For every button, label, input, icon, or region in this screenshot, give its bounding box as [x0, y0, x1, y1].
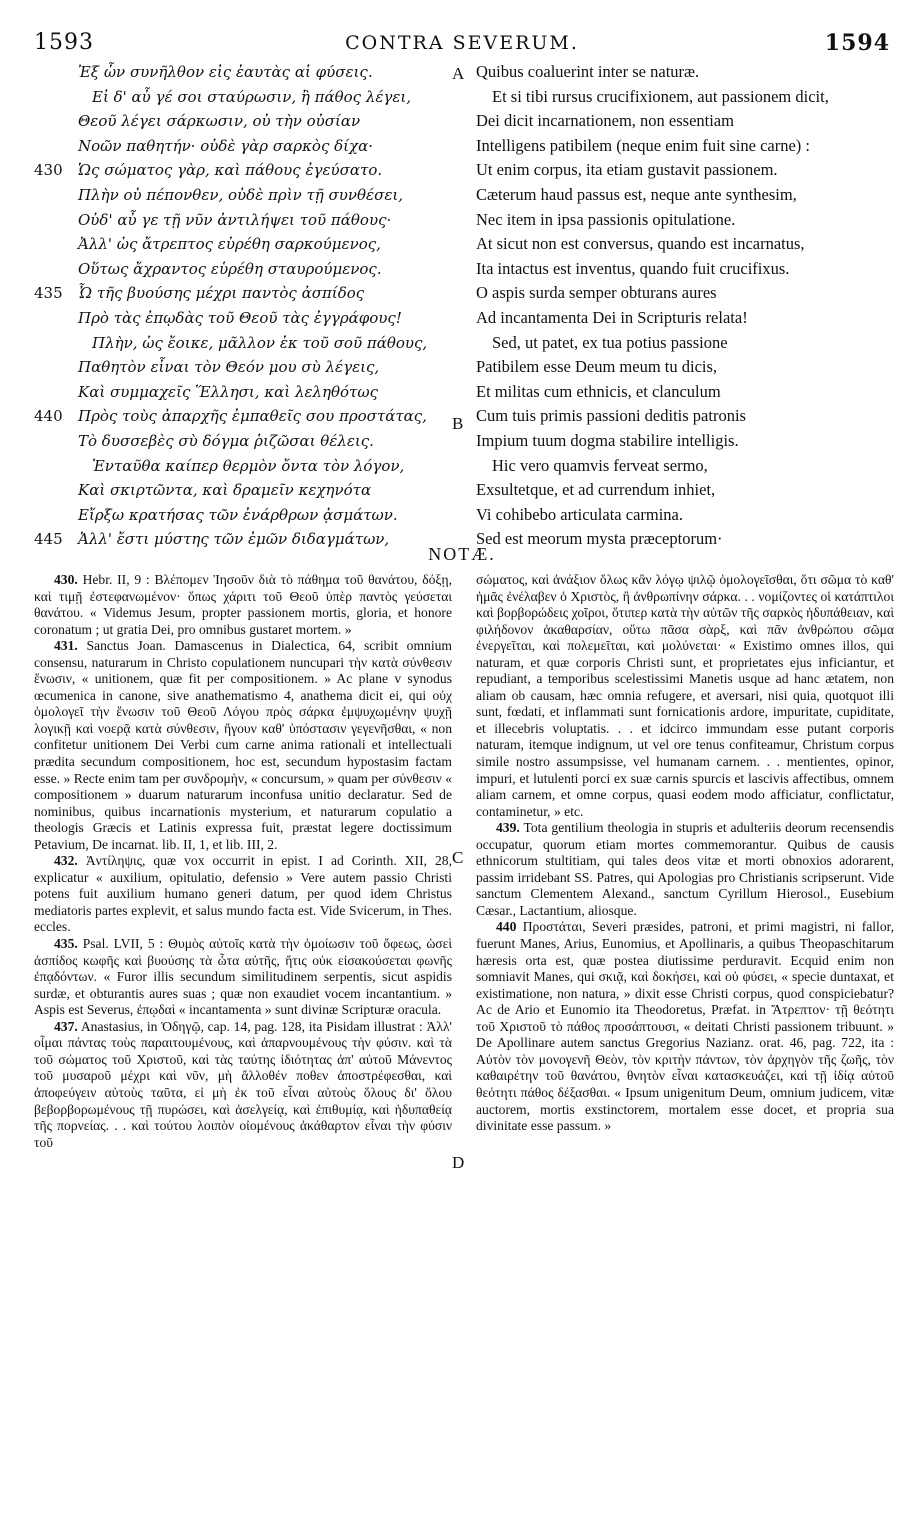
latin-verse-line [464, 429, 894, 454]
latin-verse-line [464, 478, 894, 503]
note-text: Προστάται, Severi præsides, patroni, et primi magistri, ni fallor, fuerunt Manes, Arius, Eunomius, et Apollinaris, a quibus Theopaschitarum hæresis orta est, quæ postea diutissime perduravit. Ecquid enim non somniavit Manes, qui σκιᾷ, καὶ δοκήσει, καὶ οὐ φύσει, « specie duntaxat, et existimatione, non natura, » dixit esse Christi corpus, quod conspiciebatur? Ac de Ario et Eunomio ita Theodoretus, Præfat. in Ἄτρεπτον· τῇ θεότητι τοῦ Χριστοῦ τὸ πάθος προσάπτουσι, « deitati Christi passionem tribuunt. » De Apollinare autem sanctus Gregorius Nazianz. orat. 46, pag. 722, ita : Αὐτὸν τὸν μονογενῆ Θεὸν, τὸν κριτὴν πάντων, τὸν ἀρχηγὸν τῆς ζωῆς, τὸν καθαιρέτην τοῦ θανάτου, θνητὸν εἶναι κατασκευάζει, καὶ τῇ ἰδίᾳ αὐτοῦ θεότητι πάθος δέξασθαι. « Ipsum unigenitum Deum, omnium judicem, vitæ auctorem, mortis exstinctorem, mortalem esse docet, et propria sua divinitate esse passum. » [476, 919, 894, 1134]
latin-verse-line [464, 331, 894, 356]
verse-text: Vi cohibebo articulata carmina. [476, 504, 683, 524]
note-paragraph [34, 1019, 452, 1151]
latin-verse-line [464, 109, 894, 134]
verse-number: 445 [34, 530, 63, 549]
running-title: CONTRA SEVERUM. [345, 32, 579, 54]
greek-verse-line [34, 306, 446, 331]
verse-text: Et militas cum ethnicis, et clanculum [476, 381, 721, 401]
latin-verse-line [464, 281, 894, 306]
verse-text: Θεοῦ λέγει σάρκωσιν, οὐ τὴν οὐσίαν [78, 112, 361, 131]
greek-verse-line [34, 232, 446, 257]
latin-verse-line [464, 183, 894, 208]
verse-text: Sed, ut patet, ex tua potius passione [492, 332, 728, 352]
verse-text: Patibilem esse Deum meum tu dicis, [476, 357, 718, 377]
note-number: 439. [496, 820, 520, 836]
note-paragraph [34, 572, 452, 638]
latin-verse-line [464, 134, 894, 159]
verse-text: Τὸ δυσσεβὲς σὺ δόγμα ῥιζῶσαι θέλεις. [78, 431, 374, 450]
verse-text: Καὶ σκιρτῶντα, καὶ δραμεῖν κεχηνότα [78, 481, 372, 500]
greek-verse-line [34, 380, 446, 405]
verse-text: Impium tuum dogma stabilire intelligis. [476, 430, 739, 450]
greek-verse-line [34, 134, 446, 159]
verse-number: 430 [34, 161, 63, 180]
latin-verse-line [464, 85, 894, 110]
greek-verse-line [34, 331, 446, 356]
notes-heading: NOTÆ. [428, 544, 496, 564]
note-paragraph [34, 936, 452, 1019]
latin-verse-line [464, 404, 894, 429]
verse-text: Ut enim corpus, ita etiam gustavit passionem. [476, 160, 778, 180]
latin-verse-line [464, 306, 894, 331]
note-text: Hebr. II, 9 : Βλέπομεν Ἰησοῦν διὰ τὸ πάθημα τοῦ θανάτου, δόξῃ, καὶ τιμῇ ἐστεφανωμένον· ὅπως χάριτι τοῦ Θεοῦ ὑπὲρ παντὸς γεύσεται θανάτου. « Videmus Jesum, propter passionem mortis, gloria, et honore coronatum ; ut gratia Dei, pro omnibus gustaret mortem. » [34, 572, 452, 637]
latin-verse-line [464, 232, 894, 257]
verse-text: Καὶ συμμαχεῖς Ἕλλησι, καὶ λεληθότως [78, 382, 378, 401]
note-text: Tota gentilium theologia in stupris et adulteriis deorum recensendis occupatur, quorum etiam mortes commemorantur. Quibus de causis ethnicorum stultitiam, qui tales deos vitæ et morti obnoxios adorarent, passim irridebant SS. Patres, qui Apologias pro Christianis scripserunt. Vide sanctum Clementem Alexand., sanctum Cyrillum Hierosol., Eusebium Cæsar., Lactantium, aliosque. [476, 820, 894, 918]
verse-text: Ὦ τῆς βυούσης μέχρι παντὸς ἀσπίδος [78, 284, 365, 303]
greek-verse-line [34, 85, 446, 110]
greek-verse-line [34, 109, 446, 134]
greek-verse-line [34, 478, 446, 503]
verse-text: Πρὸ τὰς ἐπῳδὰς τοῦ Θεοῦ τὰς ἐγγράφους! [78, 308, 402, 327]
latin-verse-line [464, 208, 894, 233]
verse-text: Πλὴν, ὡς ἔοικε, μᾶλλον ἐκ τοῦ σοῦ πάθους, [92, 333, 428, 352]
note-text: σώματος, καὶ ἀνάξιον ὅλως κἂν λόγῳ ψιλῷ ὁμολογεῖσθαι, ὅτι σῶμα τὸ καθ' ἡμᾶς ἐνέλαβεν ὁ Χριστὸς, ἢ ἀνθρωπίνην σάρκα. . . νομίζοντες οἱ κατάπτιλοι καὶ βορβορώδεις χοῖροι, ὅτιπερ κατὰ τὴν αὐτῶν τῆς σαρκὸς ἡδυπάθειαν, καὶ φιλήδονον ἀκαθαρσίαν, οὕτω πᾶσα σὰρξ, καὶ πᾶν ἀνθρώπου σῶμα ἐνεργεῖται, καὶ πολεμεῖται, καὶ μολύνεται· « Existimo omnes illos, qui naturam, et quæ corporis Christi sunt, et proprietates ejus inficiantur, et repudiant, a temporibus scelestissimi Manetis usque ad hanc ætatem, non aliam ob causam, hæc omnia refugere, et aversari, nisi quia, quotquot illi sunt, fœdati, et inflammati sunt fornicationis ardore, impuritate, cupiditate, et illecebris voluptatis. . . et idcirco immundam esse putant corporis naturam, itemque indignum, ut vel ore tenus confiteamur, Christum corpus simile nostro assumpsisse, vel humanam carnem. . . mentientes, opinor, impuri, et lutulenti porci ex suæ carnis spurcis et lascivis affectibus, omnem aliam carnem, et omne corpus, quasi eodem modo afficiatur, conflictatur, contaminetur, » etc. [476, 572, 894, 819]
note-paragraph [476, 820, 894, 919]
verse-text: Ἐνταῦθα καίπερ θερμὸν ὄντα τὸν λόγον, [92, 456, 405, 475]
greek-verse-column [34, 60, 446, 549]
note-text: Ἀντίληψις, quæ vox occurrit in epist. I ad Corinth. XII, 28, explicatur « auxilium, opitulatio, defensio » Vere autem passio Christi potens fuit auxilium humano generi datum, per quod idem Christus mediatoris partes explevit, et salus mundo facta est. Vide Svicerum, in Thes. eccles. [34, 853, 452, 935]
verse-text: Ἀλλ' ὡς ἄτρεπτος εὑρέθη σαρκούμενος, [78, 235, 381, 254]
verse-text: Νοῶν παθητήν· οὐδὲ γὰρ σαρκὸς δίχα· [78, 136, 374, 155]
verse-text: Cum tuis primis passioni deditis patronis [476, 406, 746, 426]
verse-text: Ἐξ ὧν συνῆλθον εἰς ἑαυτὰς αἱ φύσεις. [78, 63, 373, 81]
verse-text: Hic vero quamvis ferveat sermo, [492, 455, 708, 475]
greek-verse-line [34, 208, 446, 233]
greek-verse-line [34, 355, 446, 380]
verse-text: Ita intactus est inventus, quando fuit crucifixus. [476, 258, 790, 278]
latin-verse-line [464, 257, 894, 282]
verse-text: Sed est meorum mysta præceptorum· [476, 529, 723, 549]
note-number: 437. [54, 1018, 78, 1034]
verse-text: Πλὴν οὐ πέπονθεν, οὐδὲ πρὶν τῇ συνθέσει, [78, 185, 404, 204]
latin-verse-line [464, 380, 894, 405]
verse-text: Ἀλλ' ἔστι μύστης τῶν ἐμῶν διδαγμάτων, [78, 530, 390, 549]
note-paragraph [34, 638, 452, 853]
greek-verse-line [34, 281, 446, 306]
note-text: Psal. LVII, 5 : Θυμὸς αὐτοῖς κατὰ τὴν ὁμοίωσιν τοῦ ὄφεως, ὡσεὶ ἀσπίδος κωφῆς καὶ βυούσης τὰ ὦτα αὐτῆς, ἥτις οὐκ εἰσακούσεται φωνῆς ἐπᾳδόντων. « Furor illis secundum similitudinem serpentis, sicut aspidis surdæ, et obturantis aures suas ; quæ non exaudiet vocem incantantium. » Aspis est Severus, ἐπῳδαὶ « incantamenta » sunt divinæ Scripturæ oracula. [34, 936, 452, 1018]
verse-text: At sicut non est conversus, quando est incarnatus, [476, 234, 805, 254]
left-page-number: 1593 [34, 30, 94, 55]
verse-text: O aspis surda semper obturans aures [476, 283, 717, 303]
latin-verse-line [464, 454, 894, 479]
greek-verse-line [34, 429, 446, 454]
note-paragraph [476, 572, 894, 820]
verse-text: Πρὸς τοὺς ἀπαρχῆς ἐμπαθεῖς σου προστάτας, [78, 407, 427, 426]
greek-verse-line [34, 404, 446, 429]
greek-verse-line [34, 60, 446, 85]
margin-marker-a: A [452, 64, 465, 83]
notes-left-column [34, 572, 452, 1522]
verse-text: Παθητὸν εἶναι τὸν Θεόν μου σὺ λέγεις, [78, 358, 380, 377]
latin-verse-line [464, 503, 894, 528]
note-number: 430. [54, 572, 78, 587]
verse-text: Εἴρξω κρατήσας τῶν ἐνάρθρων ᾀσμάτων. [78, 505, 398, 524]
verse-text: Et si tibi rursus crucifixionem, aut passionem dicit, [492, 86, 829, 106]
verse-text: Εἰ δ' αὖ γέ σοι σταύρωσιν, ἢ πάθος λέγει, [92, 87, 412, 106]
greek-verse-line [34, 257, 446, 282]
note-number: 432. [54, 853, 78, 869]
greek-verse-line [34, 158, 446, 183]
verse-text: Quibus coaluerint inter se naturæ. [476, 62, 700, 81]
right-page-number: 1594 [824, 30, 890, 56]
verse-text: Intelligens patibilem (neque enim fuit sine carne) : [476, 135, 811, 155]
verse-text: Exsultetque, et ad currendum inhiet, [476, 480, 716, 500]
note-paragraph [476, 919, 894, 1134]
latin-verse-line [464, 60, 894, 85]
verse-number: 435 [34, 284, 63, 303]
verse-text: Οὕτως ἄχραντος εὑρέθη σταυρούμενος. [78, 259, 382, 278]
latin-verse-column [464, 60, 894, 549]
verse-text: Ad incantamenta Dei in Scripturis relata! [476, 307, 748, 327]
verse-text: Dei dicit incarnationem, non essentiam [476, 111, 734, 131]
note-text: Sanctus Joan. Damascenus in Dialectica, 64, scribit omnium consensu, naturarum in Christo copulationem nuncupari τὴν κατὰ σύνθεσιν ἕνωσιν, « unitionem, quæ fit per compositionem. » Ac plane v synodus œcumenica in canone, sive anathematismo 4, anathema dicit ei, qui οὐχ ὁμολογεῖ τὴν ἕνωσιν τοῦ Θεοῦ Λόγου πρὸς σάρκα ἐμψυχωμένην ψυχῇ λογικῇ καὶ νοερᾷ κατὰ σύνθεσιν, ἤγουν καθ' ὑπόστασιν γεγενῆσθαι, « non confitetur unitionem Dei Verbi cum carne anima rationali et intellectuali prædita secundum compositionem, hoc est, secundum hypostasim factam esse. » Recte enim tam per συνδρομὴν, « concursum, » quam per σύνθεσιν « compositionem » duarum naturarum inconfusa unitio declaratur. Sed de nominibus, quibus incarnationis mysterium, et naturarum copulatio a theologis Græcis et Latinis expressa fuit, præstat legere doctissimum Petavium, De incarnat. lib. II, 1, et lib. III, 2. [34, 638, 452, 852]
note-paragraph [34, 853, 452, 936]
greek-verse-line [34, 503, 446, 528]
greek-verse-line [34, 183, 446, 208]
greek-verse-line [34, 454, 446, 479]
note-number: 440 [496, 919, 517, 935]
note-number: 435. [54, 936, 78, 952]
latin-verse-line [464, 355, 894, 380]
note-number: 431. [54, 638, 78, 654]
margin-marker-c: C [452, 848, 464, 867]
note-text: Anastasius, in Ὁδηγῷ, cap. 14, pag. 128, ita Pisidam illustrat : Ἀλλ' οἶμαι πάντας τοὺς παραιτουμένους, καὶ ἀπαρνουμένους τὴν φύσιν. καὶ τὰ τοῦ σώματος τοῦ Χριστοῦ, καὶ τὰς ταύτης ἰδιότητας ἀπ' αὐτοῦ Μάνεντος τοῦ μυσαροῦ μέχρι καὶ νῦν, μὴ ἄλλοθέν ποθεν ἀποστρέφεσθαι, καὶ ἀποφεύγειν αὐτοὺς ταῦτα, εἰ μὴ ἐκ τοῦ εἶναι αὐτοὺς ὅλους δι' ὅλου βεβορβορωμένους τῇ πυρώσει, καὶ ἀσελγείᾳ, καὶ ἐπιθυμίᾳ, καὶ ἡδυπαθείᾳ τῆς πορνείας. . . καὶ τούτου λοιπὸν οἰομένους ἀκάθαρτον εἶναι τὴν φύσιν τοῦ [34, 1018, 452, 1150]
margin-marker-b: B [452, 414, 464, 433]
verse-text: Οὐδ' αὖ γε τῇ νῦν ἀντιλήψει τοῦ πάθους· [78, 210, 392, 229]
notes-right-column [476, 572, 894, 1522]
verse-text: Cæterum haud passus est, neque ante synthesim, [476, 184, 797, 204]
verse-number: 440 [34, 407, 63, 426]
latin-verse-line [464, 158, 894, 183]
verse-text: Ὡς σώματος γὰρ, καὶ πάθους ἐγεύσατο. [78, 161, 383, 180]
page-header [34, 30, 890, 56]
margin-marker-d: D [452, 1153, 465, 1172]
verse-text: Nec item in ipsa passionis opitulatione. [476, 209, 736, 229]
